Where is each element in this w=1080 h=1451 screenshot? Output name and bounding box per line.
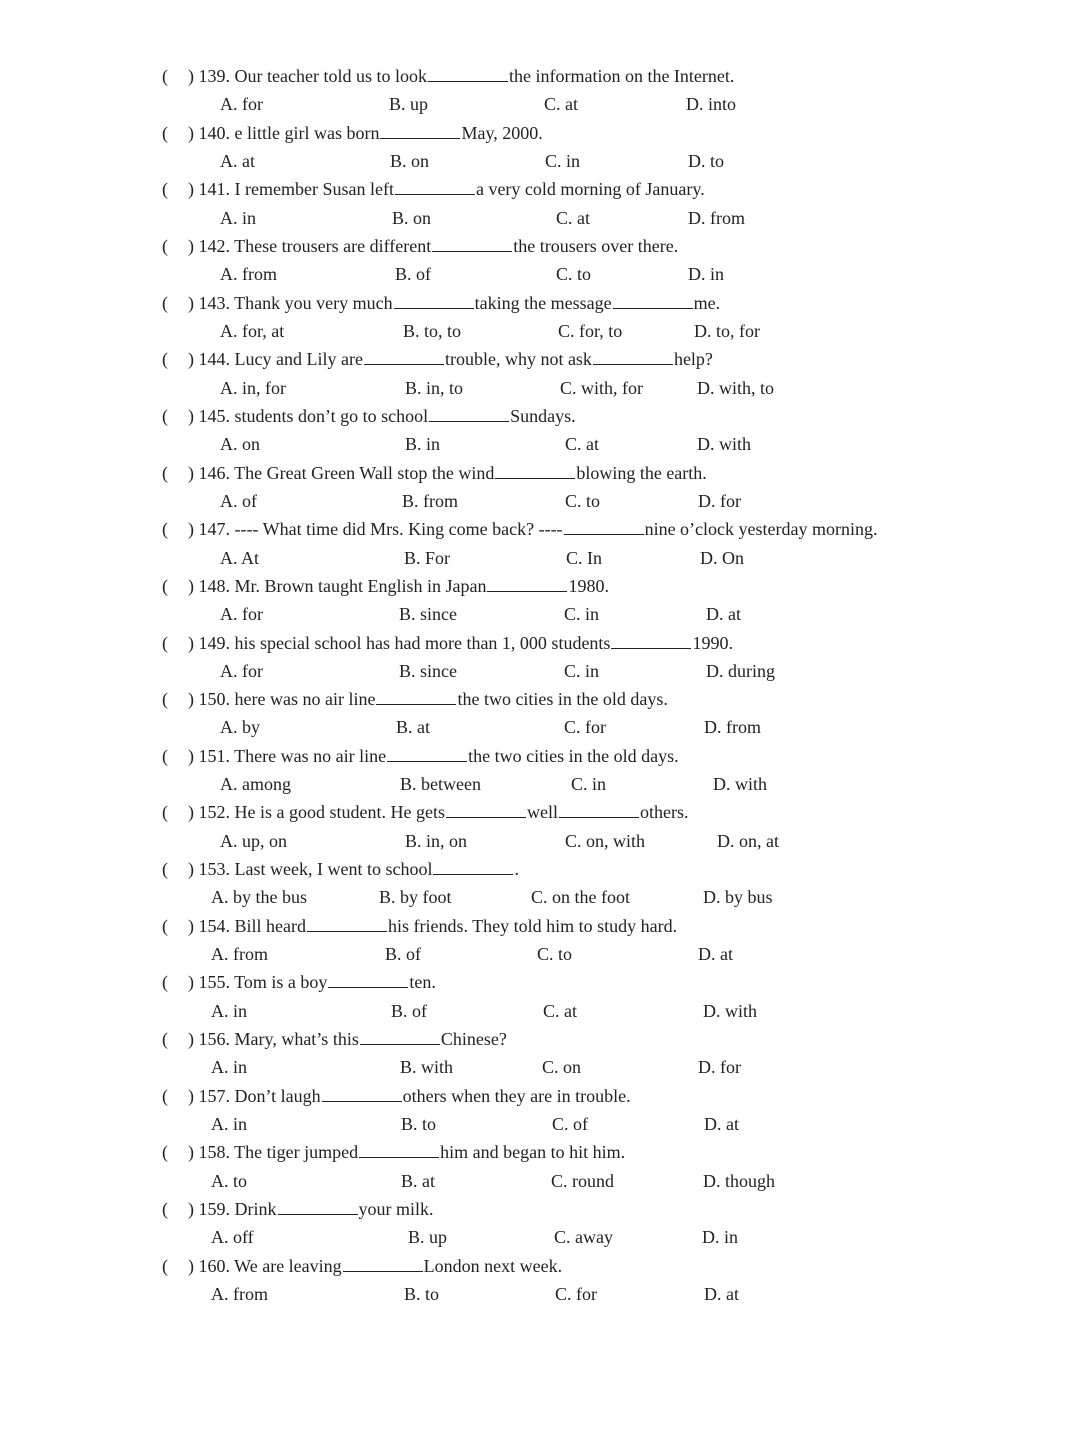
option-b[interactable]: B. up xyxy=(408,1227,448,1248)
question-line xyxy=(162,1025,507,1053)
options-row xyxy=(0,600,1080,628)
option-c[interactable]: C. on the foot xyxy=(531,887,630,908)
option-d[interactable]: D. in xyxy=(688,264,724,285)
question-text: 152. He is a good student. He gets xyxy=(198,802,445,823)
question-text-continued: May, 2000. xyxy=(461,122,543,143)
options-row xyxy=(0,317,1080,345)
option-d[interactable]: D. for xyxy=(698,490,741,511)
question-text-continued: others. xyxy=(639,802,689,823)
question-text-continued: 1980. xyxy=(568,575,609,596)
answer-paren-open[interactable]: ( xyxy=(162,915,168,936)
option-b[interactable]: B. since xyxy=(399,660,457,681)
question-line xyxy=(162,289,720,317)
answer-paren-close: ) xyxy=(188,972,194,993)
question-text: 140. e little girl was born xyxy=(198,122,380,143)
answer-paren-open[interactable]: ( xyxy=(162,292,168,313)
option-a[interactable]: A. to xyxy=(211,1170,247,1191)
question-text-continued: the information on the Internet. xyxy=(508,66,735,86)
question-line xyxy=(162,119,543,147)
options-row xyxy=(0,430,1080,458)
option-d[interactable]: D. from xyxy=(704,717,761,738)
question-line xyxy=(162,402,576,430)
option-d[interactable]: D. at xyxy=(704,1283,739,1304)
option-c[interactable]: C. to xyxy=(556,264,592,285)
answer-blank[interactable] xyxy=(387,743,467,762)
answer-paren-open[interactable]: ( xyxy=(162,859,168,880)
question-text-continued: trouble, why not ask xyxy=(444,349,592,370)
options-row xyxy=(0,147,1080,175)
answer-paren-close: ) xyxy=(188,575,194,596)
question-text-continued: others when they are in trouble. xyxy=(402,1085,631,1106)
question-text-continued: . xyxy=(514,859,519,880)
question-text: 149. his special school has had more than 1, 000 students xyxy=(198,632,611,653)
question-text-continued: help? xyxy=(673,349,713,370)
question-text: 158. The tiger jumped xyxy=(198,1142,359,1163)
options-row xyxy=(0,883,1080,911)
option-a[interactable]: A. at xyxy=(220,150,255,171)
options-row xyxy=(0,487,1080,515)
answer-paren-close: ) xyxy=(188,122,194,143)
option-a[interactable]: A. At xyxy=(220,547,260,568)
question-text-continued: nine o’clock yesterday morning. xyxy=(644,519,878,540)
answer-paren-close: ) xyxy=(188,1085,194,1106)
option-d[interactable]: D. for xyxy=(698,1057,741,1078)
answer-paren-close: ) xyxy=(188,1199,194,1219)
answer-blank[interactable] xyxy=(359,1139,439,1158)
option-a[interactable]: A. in xyxy=(211,1114,247,1134)
answer-paren-open[interactable]: ( xyxy=(162,66,168,86)
option-d[interactable]: D. on, at xyxy=(717,830,779,851)
options-row xyxy=(0,204,1080,232)
option-c[interactable]: C. on, with xyxy=(565,830,646,851)
answer-paren-close: ) xyxy=(188,859,194,880)
question-line xyxy=(162,1082,631,1110)
question-text-continued: the two cities in the old days. xyxy=(468,745,679,766)
question-text-continued: ten. xyxy=(409,972,436,993)
option-d[interactable]: D. by bus xyxy=(703,887,773,908)
answer-blank[interactable] xyxy=(564,516,644,535)
answer-paren-open[interactable]: ( xyxy=(162,1142,168,1163)
options-row xyxy=(0,544,1080,572)
option-b[interactable]: B. of xyxy=(395,264,431,285)
option-a[interactable]: A. by xyxy=(220,717,260,738)
answer-blank[interactable] xyxy=(559,799,639,818)
question-text-continued: your milk. xyxy=(358,1199,434,1219)
answer-paren-close: ) xyxy=(188,915,194,936)
option-b[interactable]: B. since xyxy=(399,604,457,625)
option-b[interactable]: B. up xyxy=(389,94,429,115)
option-a[interactable]: A. for xyxy=(220,94,263,115)
answer-blank[interactable] xyxy=(495,460,575,479)
option-c[interactable]: C. at xyxy=(565,434,599,455)
question-line xyxy=(162,629,733,657)
option-d[interactable]: D. at xyxy=(698,944,733,965)
options-row xyxy=(0,770,1080,798)
option-b[interactable]: B. to xyxy=(401,1114,437,1134)
option-b[interactable]: B. at xyxy=(396,717,430,738)
option-c[interactable]: C. of xyxy=(552,1114,588,1134)
answer-blank[interactable] xyxy=(343,1253,423,1272)
answer-paren-open[interactable]: ( xyxy=(162,405,168,426)
option-a[interactable]: A. off xyxy=(211,1227,254,1248)
option-b[interactable]: B. in xyxy=(405,434,441,455)
options-row xyxy=(0,1110,1080,1138)
answer-blank[interactable] xyxy=(613,290,693,309)
question-line xyxy=(162,572,609,600)
option-a[interactable]: A. of xyxy=(220,490,257,511)
question-text: 145. students don’t go to school xyxy=(198,405,429,426)
answer-paren-close: ) xyxy=(188,745,194,766)
option-c[interactable]: C. for xyxy=(555,1283,597,1304)
answer-paren-open[interactable]: ( xyxy=(162,235,168,256)
option-b[interactable]: B. to xyxy=(404,1283,440,1304)
question-line xyxy=(162,685,668,713)
option-a[interactable]: A. from xyxy=(211,1283,268,1304)
question-line xyxy=(162,175,705,203)
question-text-continued: London next week. xyxy=(423,1255,563,1276)
option-c[interactable]: C. with, for xyxy=(560,377,643,398)
question-text-continued: him and began to hit him. xyxy=(440,1142,626,1163)
question-line xyxy=(162,912,677,940)
option-a[interactable]: A. up, on xyxy=(220,830,287,851)
option-b[interactable]: B. between xyxy=(400,774,481,795)
answer-blank[interactable] xyxy=(328,969,408,988)
option-b[interactable]: B. with xyxy=(400,1057,454,1078)
option-d[interactable]: D. to xyxy=(688,150,724,171)
answer-paren-open[interactable]: ( xyxy=(162,1255,168,1276)
answer-blank[interactable] xyxy=(429,403,509,422)
answer-blank[interactable] xyxy=(395,176,475,195)
answer-paren-close: ) xyxy=(188,1142,194,1163)
option-c[interactable]: C. at xyxy=(543,1000,577,1021)
answer-paren-open[interactable]: ( xyxy=(162,972,168,993)
option-c[interactable]: C. round xyxy=(551,1170,614,1191)
options-row xyxy=(0,657,1080,685)
answer-blank[interactable] xyxy=(364,346,444,365)
answer-paren-open[interactable]: ( xyxy=(162,745,168,766)
answer-blank[interactable] xyxy=(360,1026,440,1045)
answer-blank[interactable] xyxy=(376,686,456,705)
option-a[interactable]: A. by the bus xyxy=(211,887,307,908)
answer-paren-open[interactable]: ( xyxy=(162,462,168,483)
answer-paren-close: ) xyxy=(188,1255,194,1276)
question-text: 156. Mary, what’s this xyxy=(198,1029,359,1050)
option-b[interactable]: B. For xyxy=(404,547,451,568)
option-d[interactable]: D. in xyxy=(702,1227,738,1248)
answer-paren-open[interactable]: ( xyxy=(162,802,168,823)
option-a[interactable]: A. for xyxy=(220,604,263,625)
answer-paren-close: ) xyxy=(188,519,194,540)
question-text: 154. Bill heard xyxy=(198,915,306,936)
question-text: 155. Tom is a boy xyxy=(198,972,328,993)
answer-paren-close: ) xyxy=(188,632,194,653)
option-b[interactable]: B. of xyxy=(385,944,421,965)
question-text-continued: taking the message xyxy=(474,292,612,313)
answer-paren-open[interactable]: ( xyxy=(162,1029,168,1050)
options-row xyxy=(0,260,1080,288)
question-text: 139. Our teacher told us to look xyxy=(198,66,427,86)
option-b[interactable]: B. from xyxy=(402,490,458,511)
option-c[interactable]: C. in xyxy=(564,660,600,681)
option-a[interactable]: A. for xyxy=(220,660,263,681)
option-d[interactable]: D. though xyxy=(703,1170,775,1191)
question-line xyxy=(162,742,679,770)
question-text-continued: the trousers over there. xyxy=(513,235,679,256)
option-d[interactable]: D. with xyxy=(697,434,751,455)
answer-paren-close: ) xyxy=(188,1029,194,1050)
options-row xyxy=(0,997,1080,1025)
answer-paren-open[interactable]: ( xyxy=(162,1199,168,1219)
question-text: 159. Drink xyxy=(198,1199,277,1219)
answer-paren-close: ) xyxy=(188,802,194,823)
answer-paren-open[interactable]: ( xyxy=(162,519,168,540)
options-row xyxy=(0,1167,1080,1195)
answer-paren-close: ) xyxy=(188,462,194,483)
option-d[interactable]: D. with xyxy=(713,774,767,795)
question-line xyxy=(162,459,707,487)
option-b[interactable]: B. in, to xyxy=(405,377,464,398)
option-d[interactable]: D. with, to xyxy=(697,377,775,398)
answer-paren-close: ) xyxy=(188,179,194,200)
answer-paren-close: ) xyxy=(188,405,194,426)
option-b[interactable]: B. at xyxy=(401,1170,435,1191)
answer-blank[interactable] xyxy=(322,1083,402,1102)
question-text: 151. There was no air line xyxy=(198,745,387,766)
question-text-continued: the two cities in the old days. xyxy=(457,689,668,710)
question-text: 153. Last week, I went to school xyxy=(198,859,433,880)
answer-paren-open[interactable]: ( xyxy=(162,1085,168,1106)
question-text: 160. We are leaving xyxy=(198,1255,342,1276)
option-a[interactable]: A. from xyxy=(211,944,268,965)
answer-blank[interactable] xyxy=(446,799,526,818)
option-c[interactable]: C. in xyxy=(545,150,581,171)
answer-blank[interactable] xyxy=(432,233,512,252)
option-b[interactable]: B. in, on xyxy=(405,830,468,851)
options-row xyxy=(0,1053,1080,1081)
question-text: 142. These trousers are different xyxy=(198,235,432,256)
option-d[interactable]: D. On xyxy=(700,547,744,568)
answer-paren-open[interactable]: ( xyxy=(162,349,168,370)
option-b[interactable]: B. to, to xyxy=(403,320,462,341)
answer-blank[interactable] xyxy=(593,346,673,365)
answer-paren-close: ) xyxy=(188,349,194,370)
option-c[interactable]: C. In xyxy=(566,547,602,568)
answer-blank[interactable] xyxy=(278,1196,358,1215)
option-a[interactable]: A. in, for xyxy=(220,377,286,398)
option-c[interactable]: C. away xyxy=(554,1227,613,1248)
answer-blank[interactable] xyxy=(611,630,691,649)
option-d[interactable]: D. to, for xyxy=(694,320,760,341)
question-text: 157. Don’t laugh xyxy=(198,1085,321,1106)
question-line xyxy=(162,798,688,826)
option-b[interactable]: B. on xyxy=(390,150,430,171)
option-a[interactable]: A. in xyxy=(211,1057,247,1078)
question-line xyxy=(162,62,734,90)
answer-blank[interactable] xyxy=(428,63,508,82)
question-text-continued: well xyxy=(526,802,558,823)
option-c[interactable]: C. for xyxy=(564,717,606,738)
question-text-continued: 1990. xyxy=(692,632,733,653)
question-text: 148. Mr. Brown taught English in Japan xyxy=(198,575,487,596)
options-row xyxy=(0,713,1080,741)
answer-paren-open[interactable]: ( xyxy=(162,632,168,653)
options-row xyxy=(0,940,1080,968)
option-c[interactable]: C. at xyxy=(544,94,578,115)
question-text: 146. The Great Green Wall stop the wind xyxy=(198,462,495,483)
option-a[interactable]: A. among xyxy=(220,774,291,795)
option-c[interactable]: C. to xyxy=(565,490,601,511)
answer-paren-close: ) xyxy=(188,292,194,313)
question-line xyxy=(162,1195,434,1223)
answer-paren-open[interactable]: ( xyxy=(162,575,168,596)
option-d[interactable]: D. into xyxy=(686,94,737,115)
answer-blank[interactable] xyxy=(487,573,567,592)
option-c[interactable]: C. in xyxy=(564,604,600,625)
answer-paren-open[interactable]: ( xyxy=(162,689,168,710)
options-row xyxy=(0,90,1080,118)
question-text-continued: Sundays. xyxy=(510,405,576,426)
option-d[interactable]: D. from xyxy=(688,207,745,228)
question-text-continued: blowing the earth. xyxy=(576,462,707,483)
answer-paren-close: ) xyxy=(188,66,194,86)
question-line xyxy=(162,232,678,260)
option-a[interactable]: A. in xyxy=(220,207,256,228)
option-a[interactable]: A. on xyxy=(220,434,260,455)
option-d[interactable]: D. with xyxy=(703,1000,757,1021)
question-text-continued: his friends. They told him to study hard. xyxy=(387,915,678,936)
question-line xyxy=(162,515,878,543)
option-a[interactable]: A. from xyxy=(220,264,277,285)
option-c[interactable]: C. to xyxy=(537,944,573,965)
options-row xyxy=(0,1280,1080,1308)
option-a[interactable]: A. for, at xyxy=(220,320,285,341)
answer-paren-close: ) xyxy=(188,689,194,710)
answer-paren-close: ) xyxy=(188,235,194,256)
answer-blank[interactable] xyxy=(380,120,460,139)
answer-blank[interactable] xyxy=(307,913,387,932)
option-c[interactable]: C. at xyxy=(556,207,590,228)
answer-paren-open[interactable]: ( xyxy=(162,179,168,200)
option-c[interactable]: C. on xyxy=(542,1057,582,1078)
question-line xyxy=(162,855,519,883)
question-text: 150. here was no air line xyxy=(198,689,376,710)
question-line xyxy=(162,968,436,996)
question-line xyxy=(162,345,713,373)
option-b[interactable]: B. of xyxy=(391,1000,427,1021)
option-d[interactable]: D. at xyxy=(704,1114,739,1134)
option-d[interactable]: D. during xyxy=(706,660,775,681)
question-text: 141. I remember Susan left xyxy=(198,179,394,200)
options-row xyxy=(0,827,1080,855)
option-c[interactable]: C. for, to xyxy=(558,320,623,341)
answer-blank[interactable] xyxy=(394,290,474,309)
options-row xyxy=(0,1223,1080,1251)
answer-blank[interactable] xyxy=(433,856,513,875)
question-text: 147. ---- What time did Mrs. King come back? ---- xyxy=(198,519,563,540)
question-text-continued: me. xyxy=(693,292,721,313)
question-line xyxy=(162,1252,562,1280)
option-a[interactable]: A. in xyxy=(211,1000,247,1021)
option-b[interactable]: B. on xyxy=(392,207,432,228)
options-row xyxy=(0,374,1080,402)
option-c[interactable]: C. in xyxy=(571,774,607,795)
question-text-continued: a very cold morning of January. xyxy=(475,179,705,200)
question-text: 143. Thank you very much xyxy=(198,292,393,313)
question-line xyxy=(162,1138,625,1166)
option-d[interactable]: D. at xyxy=(706,604,741,625)
question-text: 144. Lucy and Lily are xyxy=(198,349,363,370)
question-text-continued: Chinese? xyxy=(440,1029,507,1050)
option-b[interactable]: B. by foot xyxy=(379,887,452,908)
answer-paren-open[interactable]: ( xyxy=(162,122,168,143)
